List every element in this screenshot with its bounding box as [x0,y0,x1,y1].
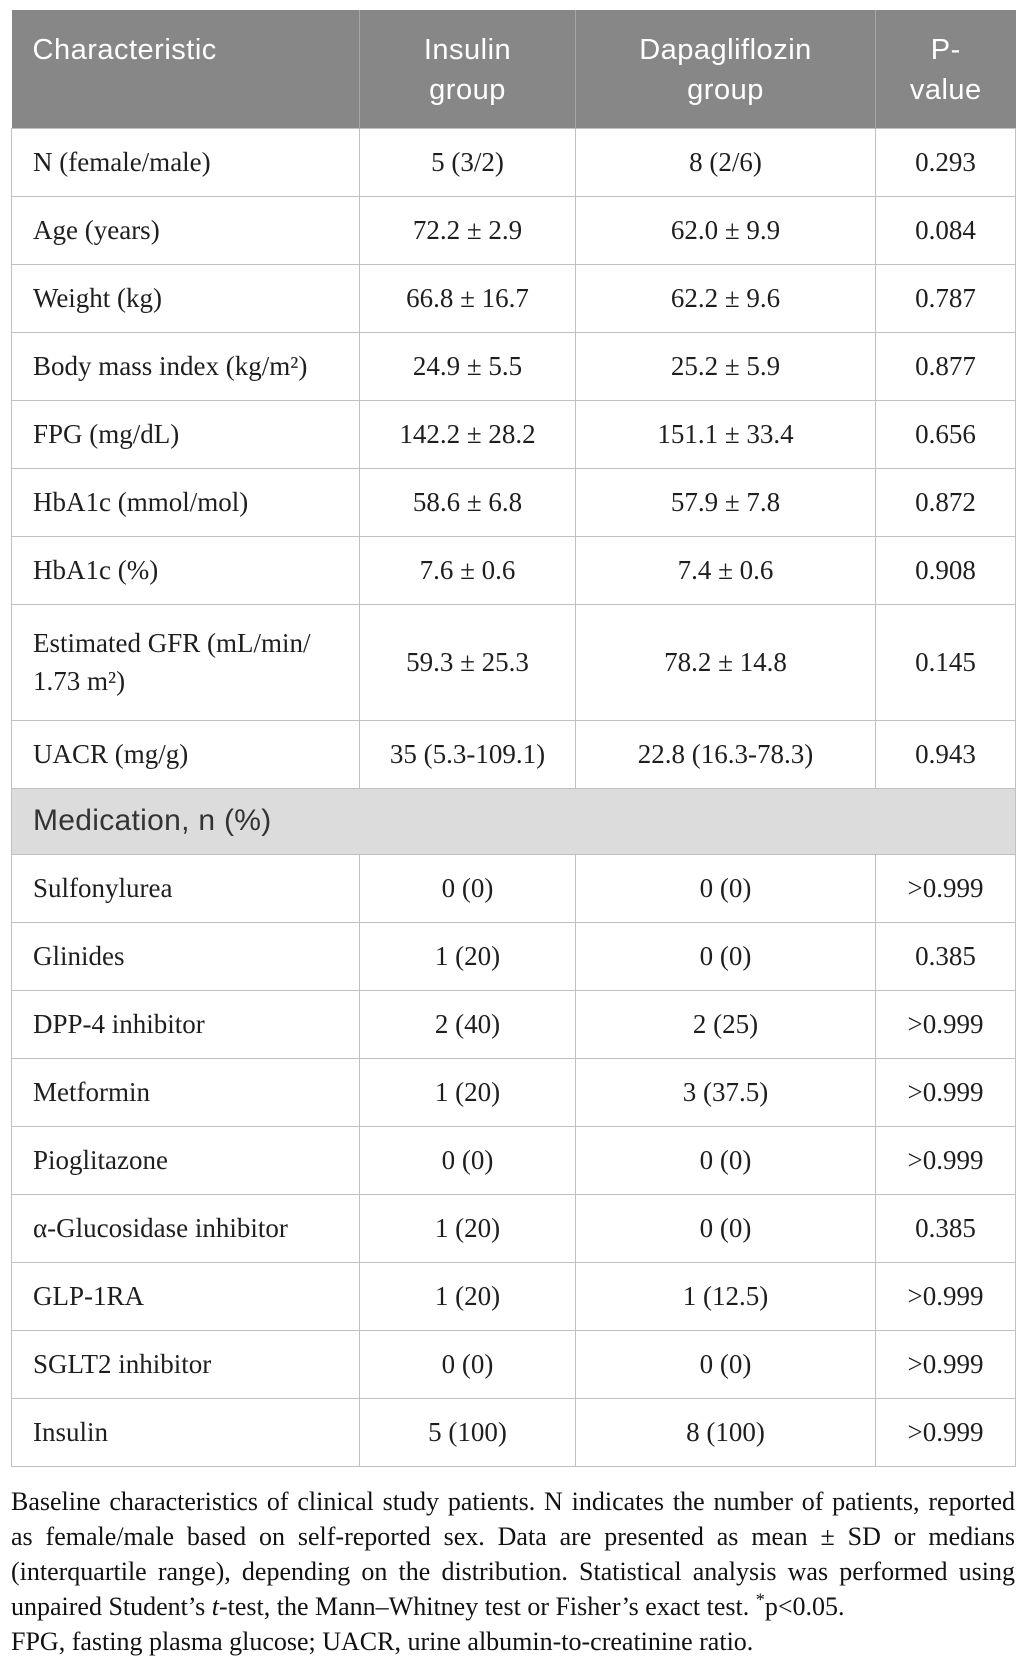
row-label: Metformin [12,1058,360,1126]
p-value: >0.999 [876,1058,1016,1126]
row-label: Weight (kg) [12,264,360,332]
dapagliflozin-value: 3 (37.5) [576,1058,876,1126]
dapagliflozin-value: 57.9 ± 7.8 [576,468,876,536]
row-label: N (female/male) [12,128,360,196]
insulin-value: 142.2 ± 28.2 [360,400,576,468]
row-label: HbA1c (%) [12,536,360,604]
table-row-hba1c-pct [12,536,1016,604]
p-value: 0.787 [876,264,1016,332]
baseline-characteristics-table [11,10,1016,1467]
table-row-sglt2 [12,1330,1016,1398]
insulin-value: 58.6 ± 6.8 [360,468,576,536]
insulin-value: 59.3 ± 25.3 [360,604,576,720]
p-value: >0.999 [876,1126,1016,1194]
dapagliflozin-value: 8 (100) [576,1398,876,1466]
p-value: 0.293 [876,128,1016,196]
column-header-label: Characteristic [32,34,217,66]
column-header-label: Insulin [423,34,512,66]
insulin-value: 0 (0) [360,1330,576,1398]
dapagliflozin-value: 0 (0) [576,922,876,990]
p-value: 0.145 [876,604,1016,720]
dapagliflozin-value: 78.2 ± 14.8 [576,604,876,720]
column-header-p-value [876,10,1016,128]
insulin-value: 1 (20) [360,1262,576,1330]
table-row-fpg [12,400,1016,468]
dapagliflozin-value: 151.1 ± 33.4 [576,400,876,468]
row-label: HbA1c (mmol/mol) [12,468,360,536]
dapagliflozin-value: 0 (0) [576,1330,876,1398]
row-label: Glinides [12,922,360,990]
row-label-line: Estimated GFR (mL/min/ [33,628,311,658]
column-header-label: group [429,74,506,106]
row-label: Pioglitazone [12,1126,360,1194]
column-header-label: group [687,74,764,106]
row-label: FPG (mg/dL) [12,400,360,468]
dapagliflozin-value: 62.0 ± 9.9 [576,196,876,264]
table-row-age [12,196,1016,264]
column-header-label: Dapagliflozin [639,34,812,66]
row-label: Sulfonylurea [12,854,360,922]
p-value: >0.999 [876,1398,1016,1466]
insulin-value: 24.9 ± 5.5 [360,332,576,400]
dapagliflozin-value: 22.8 (16.3-78.3) [576,720,876,788]
p-value: >0.999 [876,1330,1016,1398]
row-label: GLP-1RA [12,1262,360,1330]
table-row-egfr [12,604,1016,720]
insulin-value: 2 (40) [360,990,576,1058]
table-header [12,10,1016,128]
p-value: 0.872 [876,468,1016,536]
row-label: DPP-4 inhibitor [12,990,360,1058]
dapagliflozin-value: 0 (0) [576,1126,876,1194]
p-value: 0.084 [876,196,1016,264]
table-footnote [11,1484,1015,1624]
insulin-value: 72.2 ± 2.9 [360,196,576,264]
insulin-value: 1 (20) [360,1194,576,1262]
row-label: α-Glucosidase inhibitor [12,1194,360,1262]
section-header-label: Medication, n (%) [12,788,1016,854]
column-header-characteristic [12,10,360,128]
footnote-text: Baseline characteristics of clinical study patients. N indicates the number of patients, reported as female/male based on self-reported sex. Data are presented as mean ± SD or medians (interquartile range), depending on the distribution. Statistical analysis was performed using unpaired Student’s [11,1486,1015,1621]
column-header-label: value [909,74,982,106]
p-value: 0.908 [876,536,1016,604]
table-row-weight [12,264,1016,332]
column-header-label: P- [930,34,961,66]
row-label: Age (years) [12,196,360,264]
table-row-uacr [12,720,1016,788]
insulin-value: 1 (20) [360,922,576,990]
section-header-medication [12,788,1016,854]
table-row-sulfonylurea [12,854,1016,922]
footnote-italic-t: t [211,1591,219,1621]
row-label: UACR (mg/g) [12,720,360,788]
table-row-hba1c-mmol [12,468,1016,536]
table-row-alpha-glucosidase [12,1194,1016,1262]
p-value: >0.999 [876,854,1016,922]
table-row-bmi [12,332,1016,400]
footnote-text: -test, the Mann–Whitney test or Fisher’s exact test. [219,1591,756,1621]
dapagliflozin-value: 62.2 ± 9.6 [576,264,876,332]
insulin-value: 5 (3/2) [360,128,576,196]
table-row-glp1ra [12,1262,1016,1330]
insulin-value: 35 (5.3-109.1) [360,720,576,788]
row-label: Body mass index (kg/m²) [12,332,360,400]
table-row-dpp4 [12,990,1016,1058]
p-value: 0.385 [876,1194,1016,1262]
dapagliflozin-value: 0 (0) [576,854,876,922]
table-body [12,128,1016,1466]
row-label [12,604,360,720]
dapagliflozin-value: 25.2 ± 5.9 [576,332,876,400]
dapagliflozin-value: 0 (0) [576,1194,876,1262]
insulin-value: 5 (100) [360,1398,576,1466]
table-row-metformin [12,1058,1016,1126]
table-row-glinides [12,922,1016,990]
insulin-value: 0 (0) [360,1126,576,1194]
p-value: >0.999 [876,990,1016,1058]
p-value: 0.385 [876,922,1016,990]
dapagliflozin-value: 1 (12.5) [576,1262,876,1330]
row-label: SGLT2 inhibitor [12,1330,360,1398]
row-label-line: 1.73 m²) [33,666,126,696]
table-row-pioglitazone [12,1126,1016,1194]
table-row-n [12,128,1016,196]
abbreviations-note: FPG, fasting plasma glucose; UACR, urine albumin-to-creatinine ratio. [11,1626,754,1656]
significance-threshold: p<0.05. [764,1591,845,1621]
insulin-value: 66.8 ± 16.7 [360,264,576,332]
dapagliflozin-value: 2 (25) [576,990,876,1058]
p-value: 0.943 [876,720,1016,788]
dapagliflozin-value: 7.4 ± 0.6 [576,536,876,604]
row-label: Insulin [12,1398,360,1466]
insulin-value: 7.6 ± 0.6 [360,536,576,604]
header-row [12,10,1016,128]
p-value: 0.656 [876,400,1016,468]
insulin-value: 0 (0) [360,854,576,922]
column-header-insulin-group [360,10,576,128]
p-value: >0.999 [876,1262,1016,1330]
significance-star: * [755,1588,765,1609]
dapagliflozin-value: 8 (2/6) [576,128,876,196]
column-header-dapagliflozin-group [576,10,876,128]
p-value: 0.877 [876,332,1016,400]
insulin-value: 1 (20) [360,1058,576,1126]
table-row-insulin [12,1398,1016,1466]
